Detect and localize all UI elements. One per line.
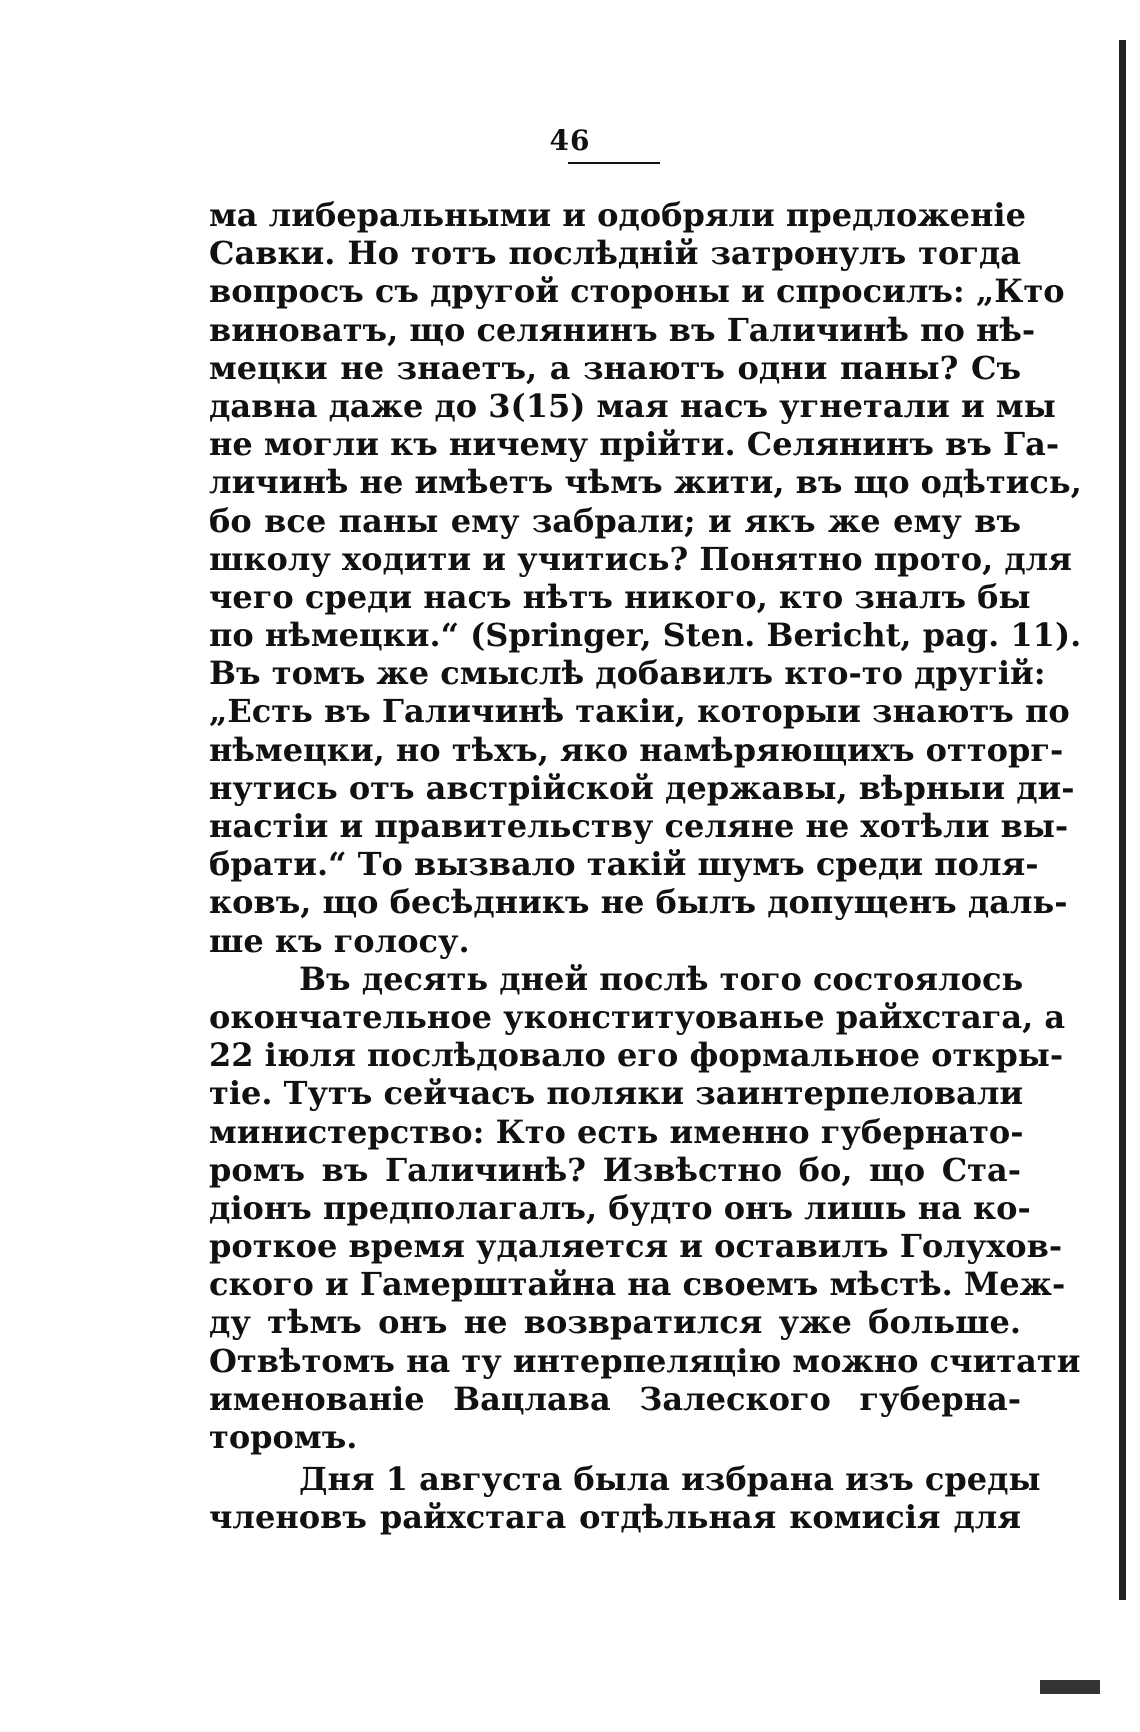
- paragraph-2: [209, 959, 1081, 1456]
- body-text: [209, 196, 1082, 1537]
- text-line: членовъ райхстага отдѣльная комисія для: [209, 1498, 1021, 1537]
- text-line: ковъ, що бесѣдникъ не былъ допущенъ даль-: [209, 883, 1068, 922]
- text-line: виноватъ, що селянинъ въ Галичинѣ по нѣ-: [209, 310, 1036, 349]
- text-line: именованіе Вацлава Залеского губерна-: [209, 1379, 1021, 1418]
- text-line: министерство: Кто есть именно губернато-: [209, 1112, 1024, 1151]
- text-line: ромъ въ Галичинѣ? Извѣстно бо, що Ста-: [209, 1150, 1021, 1189]
- text-line: нутись отъ австрійской державы, вѣрныи ди-: [209, 768, 1075, 807]
- text-line: давна даже до 3(15) мая насъ угнетали и мы: [209, 386, 1056, 425]
- page-number: 46: [549, 124, 591, 157]
- scan-edge-shadow: [1119, 40, 1126, 1600]
- text-line: ма либеральными и одобряли предложеніе: [209, 196, 1026, 234]
- text-line: ду тѣмъ онъ не возвратился уже больше.: [209, 1303, 1021, 1342]
- scan-artifact: [1040, 1680, 1100, 1694]
- text-line: бо все паны ему забрали; и якъ же ему въ: [209, 501, 1021, 540]
- page-number-rule: [568, 162, 660, 164]
- text-line: чего среди насъ нѣтъ никого, кто зналъ бы: [209, 577, 1031, 616]
- text-line: Дня 1 августа была избрана изъ среды: [299, 1460, 1041, 1499]
- text-line: не могли къ ничему прійти. Селянинъ въ Га-: [209, 425, 1060, 464]
- paragraph-3: [209, 1460, 1041, 1537]
- text-line: школу ходити и учитись? Понятно прото, для: [209, 539, 1072, 578]
- text-line: мецки не знаетъ, а знаютъ одни паны? Съ: [209, 348, 1021, 387]
- text-line: 22 іюля послѣдовало его формальное откры-: [209, 1036, 1064, 1075]
- text-line: Въ десять дней послѣ того состоялось: [299, 959, 1024, 998]
- text-line: роткое время удаляется и оставилъ Голухов-: [209, 1227, 1063, 1266]
- text-line: вопросъ съ другой стороны и спросилъ: „Кто: [209, 272, 1065, 311]
- text-line: Отвѣтомъ на ту интерпеляцію можно считати: [209, 1341, 1081, 1380]
- text-line: по нѣмецки.“ (Springer, Sten. Bericht, pag. 11).: [209, 616, 1082, 655]
- text-line: ше къ голосу.: [209, 921, 470, 960]
- text-line: нѣмецки, но тѣхъ, яко намѣряющихъ отторг-: [209, 730, 1064, 769]
- text-line: окончательное уконституованье райхстага, а: [209, 997, 1066, 1036]
- text-line: личинѣ не имѣетъ чѣмъ жити, въ що одѣтись,: [209, 463, 1082, 502]
- text-line: настіи и правительству селяне не хотѣли вы-: [209, 807, 1069, 845]
- text-line: діонъ предполагалъ, будто онъ лишь на ко-: [209, 1188, 1031, 1227]
- text-line: брати.“ То вызвало такій шумъ среди поля-: [209, 845, 1039, 884]
- text-line: тіе. Тутъ сейчасъ поляки заинтерпеловали: [209, 1074, 1024, 1113]
- text-line: ского и Гамерштайна на своемъ мѣстѣ. Меж-: [209, 1265, 1066, 1304]
- text-line: „Есть въ Галичинѣ такіи, которыи знаютъ по: [209, 692, 1070, 731]
- text-line: Савки. Но тотъ послѣдній затронулъ тогда: [209, 234, 1021, 273]
- text-line: торомъ.: [209, 1418, 358, 1456]
- paragraph-1: [209, 196, 1082, 960]
- text-line: Въ томъ же смыслѣ добавилъ кто-то другій:: [209, 654, 1046, 693]
